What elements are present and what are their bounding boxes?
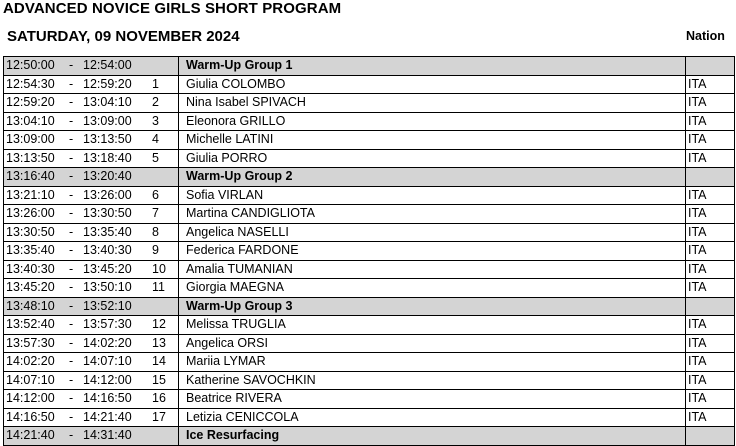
start-number: 2	[152, 95, 159, 110]
nation-code: ITA	[686, 334, 735, 353]
end-time: 13:13:50	[83, 132, 132, 147]
nation-code: ITA	[686, 408, 735, 427]
end-time: 13:40:30	[83, 243, 132, 258]
time-separator: -	[69, 428, 74, 443]
end-time: 13:30:50	[83, 206, 132, 221]
skater-name: Mariia LYMAR	[179, 353, 686, 372]
end-time: 14:31:40	[83, 428, 132, 443]
start-time: 13:04:10	[6, 113, 55, 128]
skater-name: Giorgia MAEGNA	[179, 279, 686, 298]
skater-name: Melissa TRUGLIA	[179, 316, 686, 335]
schedule-date: SATURDAY, 09 NOVEMBER 2024	[7, 28, 240, 45]
time-separator: -	[69, 132, 74, 147]
nation-code	[686, 297, 735, 316]
start-number: 11	[152, 280, 165, 295]
nation-code	[686, 168, 735, 187]
start-number: 7	[152, 206, 159, 221]
skater-row	[4, 205, 735, 224]
skater-name: Nina Isabel SPIVACH	[179, 94, 686, 113]
skater-name: Ice Resurfacing	[179, 427, 686, 446]
start-time: 13:40:30	[6, 261, 55, 276]
skater-row	[4, 242, 735, 261]
time-cell	[4, 75, 179, 94]
end-time: 13:45:20	[83, 261, 132, 276]
group-row	[4, 427, 735, 446]
start-time: 13:21:10	[6, 187, 55, 202]
time-cell	[4, 57, 179, 76]
end-time: 14:07:10	[83, 354, 132, 369]
skater-row	[4, 371, 735, 390]
skater-name: Angelica ORSI	[179, 334, 686, 353]
time-separator: -	[69, 335, 74, 350]
time-cell	[4, 353, 179, 372]
start-time: 13:13:50	[6, 150, 55, 165]
start-time: 14:12:00	[6, 391, 55, 406]
nation-code: ITA	[686, 316, 735, 335]
nation-code: ITA	[686, 242, 735, 261]
skater-name: Martina CANDIGLIOTA	[179, 205, 686, 224]
nation-code: ITA	[686, 131, 735, 150]
start-time: 14:21:40	[6, 428, 55, 443]
time-cell	[4, 334, 179, 353]
start-number: 1	[152, 76, 159, 91]
time-cell	[4, 131, 179, 150]
skater-name: Warm-Up Group 1	[179, 57, 686, 76]
time-separator: -	[69, 243, 74, 258]
end-time: 13:20:40	[83, 169, 132, 184]
start-number: 17	[152, 409, 166, 424]
group-row	[4, 168, 735, 187]
time-cell	[4, 94, 179, 113]
skater-row	[4, 316, 735, 335]
start-time: 14:07:10	[6, 372, 55, 387]
end-time: 13:57:30	[83, 317, 132, 332]
start-time: 14:02:20	[6, 354, 55, 369]
start-time: 13:45:20	[6, 280, 55, 295]
time-cell	[4, 149, 179, 168]
nation-code	[686, 57, 735, 76]
end-time: 14:16:50	[83, 391, 132, 406]
end-time: 14:21:40	[83, 409, 132, 424]
start-time: 13:52:40	[6, 317, 55, 332]
time-separator: -	[69, 95, 74, 110]
start-time: 13:57:30	[6, 335, 55, 350]
end-time: 12:59:20	[83, 76, 132, 91]
skater-row	[4, 390, 735, 409]
schedule-rows	[4, 57, 735, 446]
group-row	[4, 57, 735, 76]
time-cell	[4, 371, 179, 390]
end-time: 13:50:10	[83, 280, 132, 295]
nation-code: ITA	[686, 75, 735, 94]
time-separator: -	[69, 391, 74, 406]
start-number: 4	[152, 132, 159, 147]
skater-name: Amalia TUMANIAN	[179, 260, 686, 279]
time-cell	[4, 186, 179, 205]
skater-row	[4, 186, 735, 205]
time-cell	[4, 427, 179, 446]
time-separator: -	[69, 113, 74, 128]
start-number: 16	[152, 391, 166, 406]
start-number: 10	[152, 261, 166, 276]
skater-name: Warm-Up Group 3	[179, 297, 686, 316]
time-separator: -	[69, 150, 74, 165]
nation-code: ITA	[686, 390, 735, 409]
time-cell	[4, 260, 179, 279]
time-separator: -	[69, 354, 74, 369]
skater-name: Federica FARDONE	[179, 242, 686, 261]
nation-code: ITA	[686, 260, 735, 279]
nation-code: ITA	[686, 353, 735, 372]
time-separator: -	[69, 206, 74, 221]
time-cell	[4, 242, 179, 261]
group-row	[4, 297, 735, 316]
end-time: 13:26:00	[83, 187, 132, 202]
end-time: 13:04:10	[83, 95, 132, 110]
start-number: 13	[152, 335, 166, 350]
time-separator: -	[69, 169, 74, 184]
time-cell	[4, 297, 179, 316]
skater-row	[4, 223, 735, 242]
nation-code: ITA	[686, 94, 735, 113]
skater-name: Michelle LATINI	[179, 131, 686, 150]
time-separator: -	[69, 280, 74, 295]
time-separator: -	[69, 224, 74, 239]
start-number: 15	[152, 372, 166, 387]
start-number: 8	[152, 224, 159, 239]
end-time: 13:52:10	[83, 298, 132, 313]
time-separator: -	[69, 317, 74, 332]
nation-code: ITA	[686, 112, 735, 131]
skater-row	[4, 75, 735, 94]
start-time: 13:30:50	[6, 224, 55, 239]
skater-row	[4, 353, 735, 372]
start-time: 13:16:40	[6, 169, 55, 184]
start-time: 12:59:20	[6, 95, 55, 110]
start-number: 12	[152, 317, 166, 332]
skater-row	[4, 112, 735, 131]
end-time: 14:02:20	[83, 335, 132, 350]
start-number: 14	[152, 354, 166, 369]
time-separator: -	[69, 58, 74, 73]
start-time: 13:09:00	[6, 132, 55, 147]
start-time: 13:48:10	[6, 298, 55, 313]
nation-code: ITA	[686, 186, 735, 205]
nation-code: ITA	[686, 223, 735, 242]
nation-code: ITA	[686, 279, 735, 298]
end-time: 12:54:00	[83, 58, 132, 73]
start-number: 6	[152, 187, 159, 202]
nation-code: ITA	[686, 205, 735, 224]
time-separator: -	[69, 298, 74, 313]
skater-name: Beatrice RIVERA	[179, 390, 686, 409]
skater-name: Katherine SAVOCHKIN	[179, 371, 686, 390]
start-time: 14:16:50	[6, 409, 55, 424]
skater-name: Letizia CENICCOLA	[179, 408, 686, 427]
start-time: 13:35:40	[6, 243, 55, 258]
nation-column-header: Nation	[686, 29, 725, 43]
nation-code	[686, 427, 735, 446]
start-number: 9	[152, 243, 159, 258]
end-time: 13:35:40	[83, 224, 132, 239]
start-time: 13:26:00	[6, 206, 55, 221]
skater-name: Giulia COLOMBO	[179, 75, 686, 94]
time-cell	[4, 112, 179, 131]
time-cell	[4, 279, 179, 298]
start-number: 5	[152, 150, 159, 165]
time-cell	[4, 205, 179, 224]
time-separator: -	[69, 261, 74, 276]
skater-row	[4, 94, 735, 113]
time-cell	[4, 408, 179, 427]
skater-name: Sofia VIRLAN	[179, 186, 686, 205]
skater-row	[4, 131, 735, 150]
schedule-table	[3, 56, 735, 446]
end-time: 13:09:00	[83, 113, 132, 128]
start-time: 12:50:00	[6, 58, 55, 73]
skater-name: Eleonora GRILLO	[179, 112, 686, 131]
nation-code: ITA	[686, 371, 735, 390]
end-time: 14:12:00	[83, 372, 132, 387]
time-separator: -	[69, 372, 74, 387]
time-separator: -	[69, 187, 74, 202]
time-cell	[4, 390, 179, 409]
time-cell	[4, 223, 179, 242]
skater-row	[4, 408, 735, 427]
skater-name: Warm-Up Group 2	[179, 168, 686, 187]
nation-code: ITA	[686, 149, 735, 168]
skater-row	[4, 260, 735, 279]
start-time: 12:54:30	[6, 76, 55, 91]
time-cell	[4, 316, 179, 335]
skater-row	[4, 279, 735, 298]
skater-row	[4, 334, 735, 353]
start-number: 3	[152, 113, 159, 128]
end-time: 13:18:40	[83, 150, 132, 165]
time-separator: -	[69, 409, 74, 424]
skater-name: Giulia PORRO	[179, 149, 686, 168]
time-separator: -	[69, 76, 74, 91]
skater-name: Angelica NASELLI	[179, 223, 686, 242]
skater-row	[4, 149, 735, 168]
document-title: ADVANCED NOVICE GIRLS SHORT PROGRAM	[3, 0, 342, 17]
time-cell	[4, 168, 179, 187]
